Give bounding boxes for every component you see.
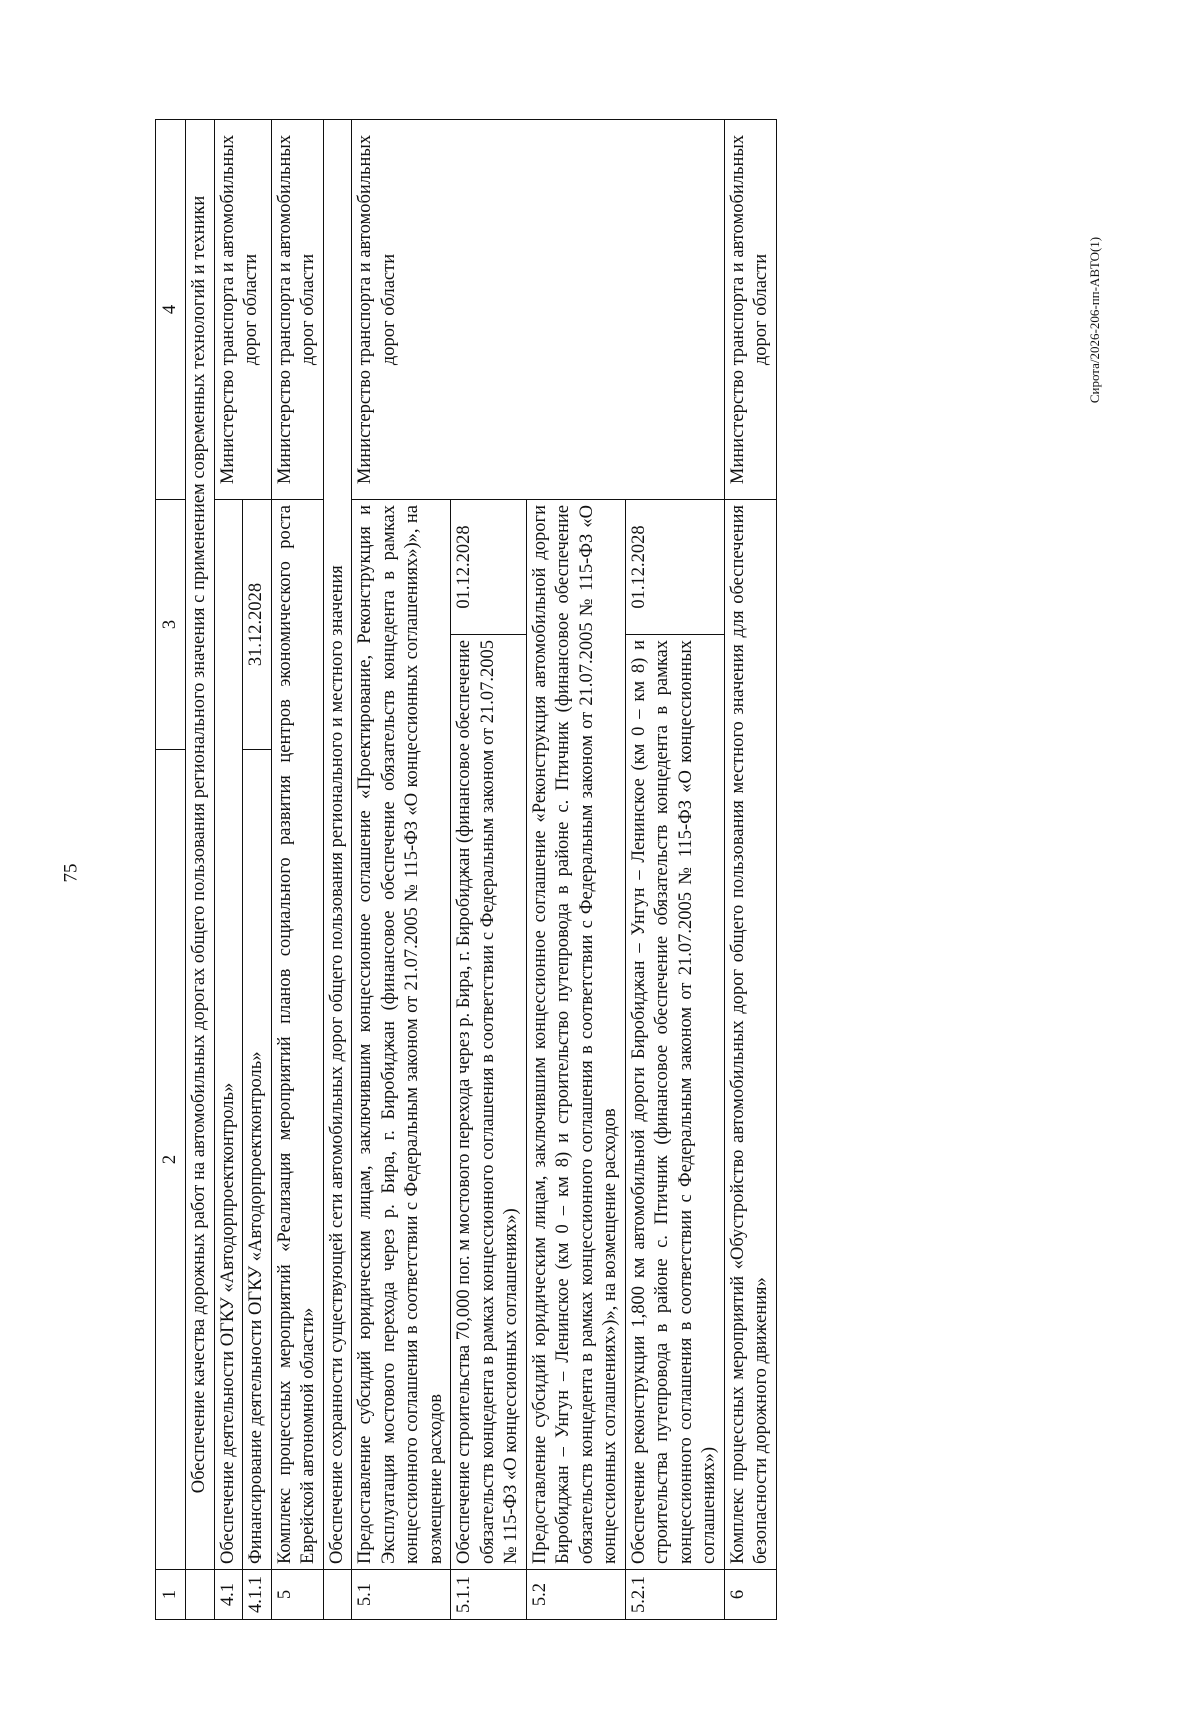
row-text: Предоставление субсидий юридическим лицам, заключившим концессионное соглашение «Реконструкция автомобильной дороги Биробиджан – Унгун – Ленинское (км 0 – км 8) и строительство путепровода в районе с. Птичник (финансовое обеспечение обязательств концедента в рамках концессионного соглашения в соответствии с Федеральным законом от 21.07.2005 № 115-ФЗ «О концессионных соглашениях»)», на возмещение расходов — [526, 500, 625, 1570]
header-col-3: 3 — [156, 500, 186, 750]
section-row-preservation — [323, 120, 351, 1620]
table-row — [724, 120, 776, 1620]
header-col-2: 2 — [156, 750, 186, 1570]
table-row — [271, 120, 323, 1620]
deadline-date: 01.12.2028 — [625, 500, 724, 635]
row-number: 4.1 — [214, 1570, 242, 1620]
responsible-executor: Министерство транспорта и автомобильных дорог области — [214, 120, 271, 500]
header-col-1: 1 — [156, 1570, 186, 1620]
row-number: 5.2 — [526, 1570, 625, 1620]
row-text: Комплекс процессных мероприятий «Реализация мероприятий планов социального развития центров экономического роста Еврейской автономной области» — [271, 500, 323, 1570]
rotated-table-wrapper — [155, 120, 967, 1620]
responsible-executor: Министерство транспорта и автомобильных дорог области — [724, 120, 776, 500]
document-code: Сирота/2026-206-пп-АВТО(1) — [1087, 236, 1103, 404]
responsible-executor: Министерство транспорта и автомобильных дорог области — [352, 120, 724, 500]
row-number: 5 — [271, 1570, 323, 1620]
row-number: 4.1.1 — [243, 1570, 271, 1620]
row-number: 5.2.1 — [625, 1570, 724, 1620]
row-text: Предоставление субсидий юридическим лицам, заключившим концессионное соглашение «Проектирование, Реконструкция и Эксплуатация мостового перехода через р. Бира, г. Биробиджан (финансовое обеспечение обязательств концедента в рамках концессионного соглашения в соответствии с Федеральным законом от 21.07.2005 № 115-ФЗ «О концессионных соглашениях»)», на возмещение расходов — [352, 500, 451, 1570]
row-text: Финансирование деятельности ОГКУ «Автодорпроектконтроль» — [243, 750, 271, 1570]
deadline-date: 01.12.2028 — [451, 500, 526, 635]
table-header-row — [156, 120, 186, 1620]
row-number: 6 — [724, 1570, 776, 1620]
page-number: 75 — [60, 863, 82, 883]
table-row — [352, 120, 451, 1620]
row-number: 5.1 — [352, 1570, 451, 1620]
row-text: Комплекс процессных мероприятий «Обустройство автомобильных дорог общего пользования местного значения для обеспечения безопасности дорожного движения» — [724, 500, 776, 1570]
header-col-4: 4 — [156, 120, 186, 500]
table-row — [214, 120, 242, 1620]
section-title: Обеспечение сохранности существующей сети автомобильных дорог общего пользования регионального и местного значения — [323, 120, 351, 1570]
responsible-executor: Министерство транспорта и автомобильных дорог области — [271, 120, 323, 500]
deadline-date: 31.12.2028 — [243, 500, 271, 750]
section-row-roads-quality — [186, 120, 214, 1620]
row-text: Обеспечение деятельности ОГКУ «Автодорпроектконтроль» — [214, 500, 242, 1570]
row-text: Обеспечение строительства 70,000 пог. м мостового перехода через р. Бира, г. Биробиджан (финансовое обеспечение обязательств концедента в рамках концессионного соглашения в соответствии с Федеральным законом от 21.07.2005 № 115-ФЗ «О концессионных соглашениях») — [451, 635, 526, 1570]
program-table — [155, 119, 777, 1620]
row-text: Обеспечение реконструкции 1,800 км автомобильной дороги Биробиджан – Унгун – Ленинское (км 0 – км 8) и строительства путепровода в районе с. Птичник (финансовое обеспечение обязательств концедента в рамках концессионного соглашения в соответствии с Федеральным законом от 21.07.2005 № 115-ФЗ «О концессионных соглашениях») — [625, 635, 724, 1570]
row-number: 5.1.1 — [451, 1570, 526, 1620]
section-title: Обеспечение качества дорожных работ на автомобильных дорогах общего пользования регионального значения с применением современных технологий и техники — [186, 120, 214, 1570]
